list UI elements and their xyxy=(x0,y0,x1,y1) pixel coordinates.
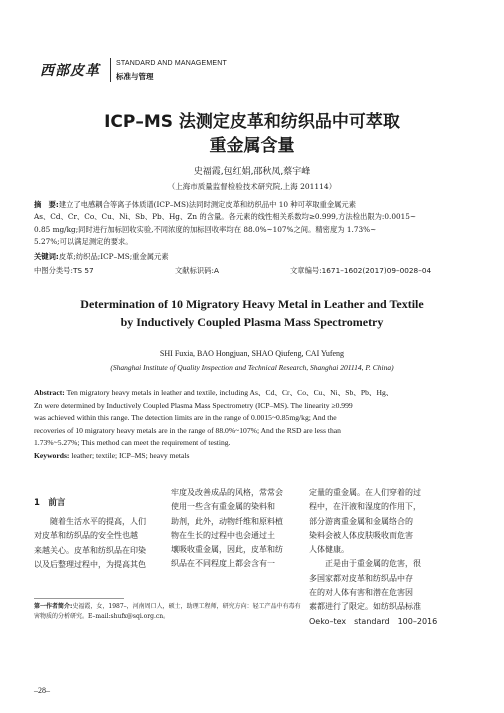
body-line: 人体健康。 xyxy=(309,545,349,555)
abstract-en-line: 1.73%~5.27%; This method can meet the requirement of testing. xyxy=(34,438,231,447)
authors-cn: 史福霞,包红娟,邵秋凤,蔡宇峰 xyxy=(193,167,311,177)
section-label-en: STANDARD AND MANAGEMENT xyxy=(116,60,228,67)
header-divider xyxy=(110,58,111,82)
abstract-cn-line: 5.27%;可以满足测定的要求。 xyxy=(34,237,133,247)
body-line: 多国家都对皮革和纺织品中存 xyxy=(309,573,413,583)
keywords-en-label: Keywords: xyxy=(34,451,70,460)
body-line: 部分游离重金属和金属络合的 xyxy=(309,516,413,526)
body-line: 使用一些含有重金属的染料和 xyxy=(171,502,275,512)
author-footnote xyxy=(34,602,304,622)
body-line: 在的对人体有害和潜在危害因 xyxy=(309,588,413,598)
body-line: 随着生活水平的提高，人们 xyxy=(50,517,146,526)
article-title-cn-line2: 重金属含量 xyxy=(209,136,295,156)
abstract-en-line: Zn were determined by Inductively Coupled Plasma Mass Spectrometry (ICP–MS). The linearity ≥0.999 xyxy=(34,400,353,410)
footnote-label: 第一作者简介: xyxy=(34,603,73,610)
keywords-en xyxy=(34,451,189,460)
affiliation-en: (Shanghai Institute of Quality Inspection and Technical Research, Shanghai 201114, P. China) xyxy=(110,363,394,372)
body-line: 定量的重金属。在人们穿着的过 xyxy=(309,488,421,497)
abstract-cn-label: 摘 要: xyxy=(34,200,59,209)
keywords-en-text: leather; textile; ICP–MS; heavy metals xyxy=(71,451,190,460)
keywords-cn-label: 关键词: xyxy=(34,252,59,261)
clc-number: 中图分类号:TS 57 xyxy=(34,266,94,275)
body-line: 助剂，此外，动物纤维和原料植 xyxy=(171,516,283,526)
body-line: Oeko–tex standard 100–2016 xyxy=(309,616,438,626)
body-line: 程中，在汗液和湿度的作用下， xyxy=(309,502,421,512)
article-number: 文章编号:1671–1602(2017)09–0028–04 xyxy=(290,266,432,275)
body-line: 正是由于重金属的危害，很 xyxy=(325,559,421,569)
section-label-cn: 标准与管理 xyxy=(116,72,154,81)
authors-en: SHI Fuxia, BAO Hongjuan, SHAO Qiufeng, CAI Yufeng xyxy=(159,349,345,358)
body-line: 织品在不同程度上都会含有一 xyxy=(171,559,275,569)
abstract-en-line: Abstract: Ten migratory heavy metals in leather and textile, including As、Cd、Cr、Co、Cu、Ni、Sb、Pb、Hg、 xyxy=(34,388,394,397)
keywords-cn-text: 皮革;纺织品;ICP–MS;重金属元素 xyxy=(58,252,169,261)
body-line: 染料会被人体皮肤吸收而危害 xyxy=(309,530,413,540)
footnote-line: 害物质的分析研究。E–mail:shufx@sqi.org.cn。 xyxy=(34,613,170,620)
article-title-cn-line1: ICP–MS 法测定皮革和纺织品中可萃取 xyxy=(104,112,400,132)
article-title-en-line2: by Inductively Coupled Plasma Mass Spectrometry xyxy=(120,315,384,329)
journal-logo: 西部皮革 xyxy=(40,63,100,79)
body-line: 以及后整理过程中，为提高其色 xyxy=(34,559,146,569)
body-line: 素都进行了限定。如纺织品标准 xyxy=(309,602,421,612)
body-line: 壤吸收重金属，因此，皮革和纺 xyxy=(171,545,283,555)
body-column-2 xyxy=(171,486,302,572)
abstract-en-label: Abstract: xyxy=(34,388,65,397)
body-line: 来越关心。皮革和纺织品在印染 xyxy=(34,545,146,555)
section-heading-introduction: 1 前言 xyxy=(34,498,66,508)
body-column-1 xyxy=(34,515,165,572)
body-line: 牢度及改善成品的风格，常常会 xyxy=(171,488,283,497)
document-code: 文献标识码:A xyxy=(175,266,219,275)
body-line: 物在生长的过程中也会通过土 xyxy=(171,530,275,540)
footnote-rule xyxy=(34,598,124,599)
abstract-cn-line: 0.85 mg/kg;同时进行加标回收实验,不同浓度的加标回收率均在 88.0%~107%之间。精密度为 1.73%~ xyxy=(34,224,377,234)
page-number: –28– xyxy=(34,686,50,695)
abstract-en-line: was achieved within this range. The detection limits are in the range of 0.0015~0.85mg/kg; And the xyxy=(34,413,337,422)
article-title-en-line1: Determination of 10 Migratory Heavy Metal in Leather and Textile xyxy=(80,297,424,311)
keywords-cn xyxy=(34,251,474,263)
abstract-cn-line: 摘 要:建立了电感耦合等离子体质谱(ICP–MS)法同时测定皮革和纺织品中 10 种可萃取重金属元素 xyxy=(34,200,357,209)
abstract-cn xyxy=(34,199,474,249)
affiliation-cn: （上海市质量监督检验技术研究院,上海 201114） xyxy=(167,182,337,191)
abstract-en xyxy=(34,387,470,450)
footnote-line: 第一作者简介:史福霞，女，1987–，河南周口人，硕士，助理工程师，研究方向：轻工产品中有毒有 xyxy=(34,603,301,610)
abstract-cn-line: As、Cd、Cr、Co、Cu、Ni、Sb、Pb、Hg、Zn 的含量。各元素的线性相关系数均≥0.999,方法检出限为:0.0015~ xyxy=(34,212,417,222)
abstract-en-line: recoveries of 10 migratory heavy metals are in the range of 88.0%~107%; And the RSD are less than xyxy=(34,425,341,435)
body-column-3 xyxy=(309,486,449,629)
body-line: 对皮革和纺织品的安全性也越 xyxy=(34,531,138,541)
